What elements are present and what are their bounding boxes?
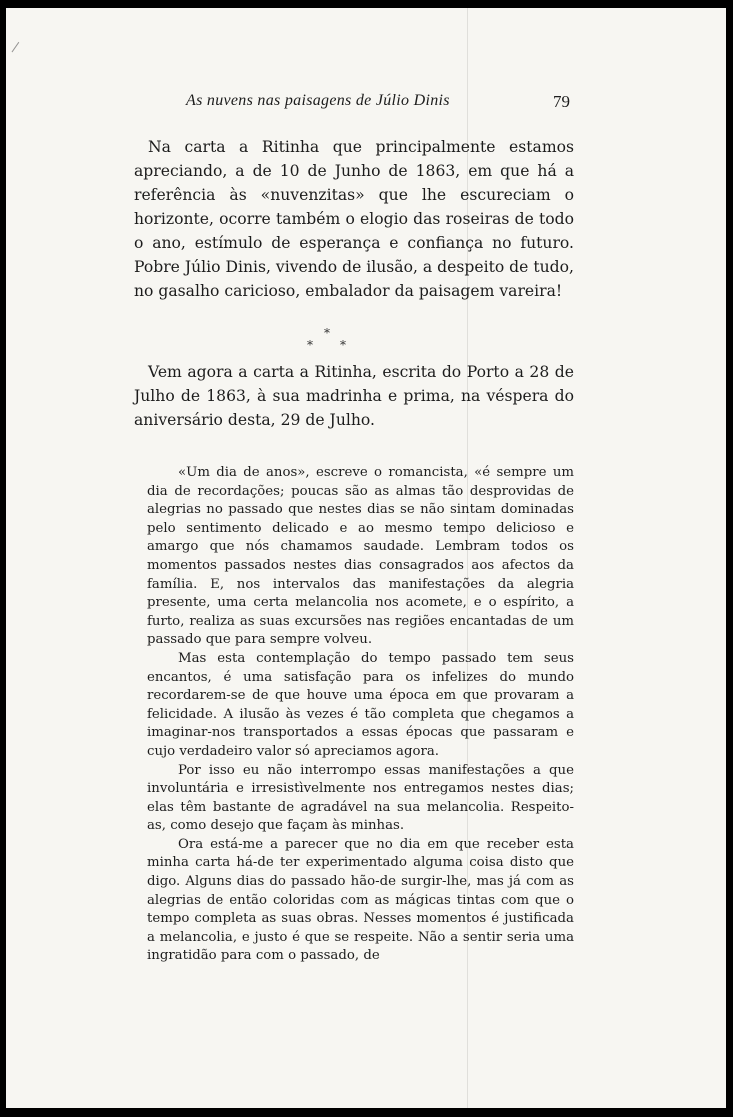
separator-star: * — [307, 338, 313, 352]
quote-paragraph-1: «Um dia de anos», escreve o romancista, «é sempre um dia de recordações; poucas são as almas tão desprovidas de alegrias no passado que nestes dias se não sintam dominadas pelo sentimento delicado e ao mesmo tempo delicioso e amargo que nós chamamos saudade. Lembram todos os momentos passados nestes dias consagrados aos afectos da família. E, nos intervalos das manifestações da alegria presente, uma certa melancolia nos acomete, e o espírito, a furto, realiza as suas excursões nas regiões encantadas de um passado que para sempre volveu. — [147, 465, 574, 648]
letter-quotation — [147, 464, 574, 966]
separator-star: * — [340, 338, 346, 352]
running-head: As nuvens nas paisagens de Júlio Dinis — [186, 92, 450, 109]
separator-star: * — [324, 326, 330, 340]
paragraph-1: Na carta a Ritinha que principalmente estamos apreciando, a de 10 de Junho de 1863, em que há a referência às «nuvenzitas» que lhe escureciam o horizonte, ocorre também o elogio das roseiras de todo o ano, estímulo de esperança e confiança no futuro. Pobre Júlio Dinis, vivendo de ilusão, a despeito de tudo, no gasalho caricioso, embalador da paisagem vareira! — [134, 138, 574, 300]
quote-paragraph-4: Ora está-me a parecer que no dia em que receber esta minha carta há-de ter experimentado alguma coisa disto que digo. Alguns dias do passado hão-de surgir-lhe, mas já com as alegrias de então coloridas com as mágicas tintas com que o tempo completa as suas obras. Nesses momentos é justificada a melancolia, e justo é que se respeite. Não a sentir seria uma ingratidão para com o passado, de — [147, 836, 574, 964]
section-separator — [300, 326, 350, 356]
corner-mark — [12, 42, 28, 58]
page-number: 79 — [553, 92, 570, 111]
quote-paragraph-3: Por isso eu não interrompo essas manifestações a que involuntária e irresistìvelmente nos entregamos nestes dias; elas têm bastante de agradável na sua melancolia. Respeito-as, como desejo que façam às minhas. — [147, 762, 574, 834]
book-page — [6, 8, 726, 1108]
quote-paragraph-2: Mas esta contemplação do tempo passado tem seus encantos, é uma satisfação para os infelizes do mundo recordarem-se de que houve uma época em que provaram a felicidade. A ilusão às vezes é tão completa que chegamos a imaginar-nos transportados a essas épocas que passaram e cujo verdadeiro valor só apreciamos agora. — [147, 650, 574, 759]
paragraph-2: Vem agora a carta a Ritinha, escrita do Porto a 28 de Julho de 1863, à sua madrinha e prima, na véspera do aniversário desta, 29 de Julho. — [134, 363, 574, 429]
